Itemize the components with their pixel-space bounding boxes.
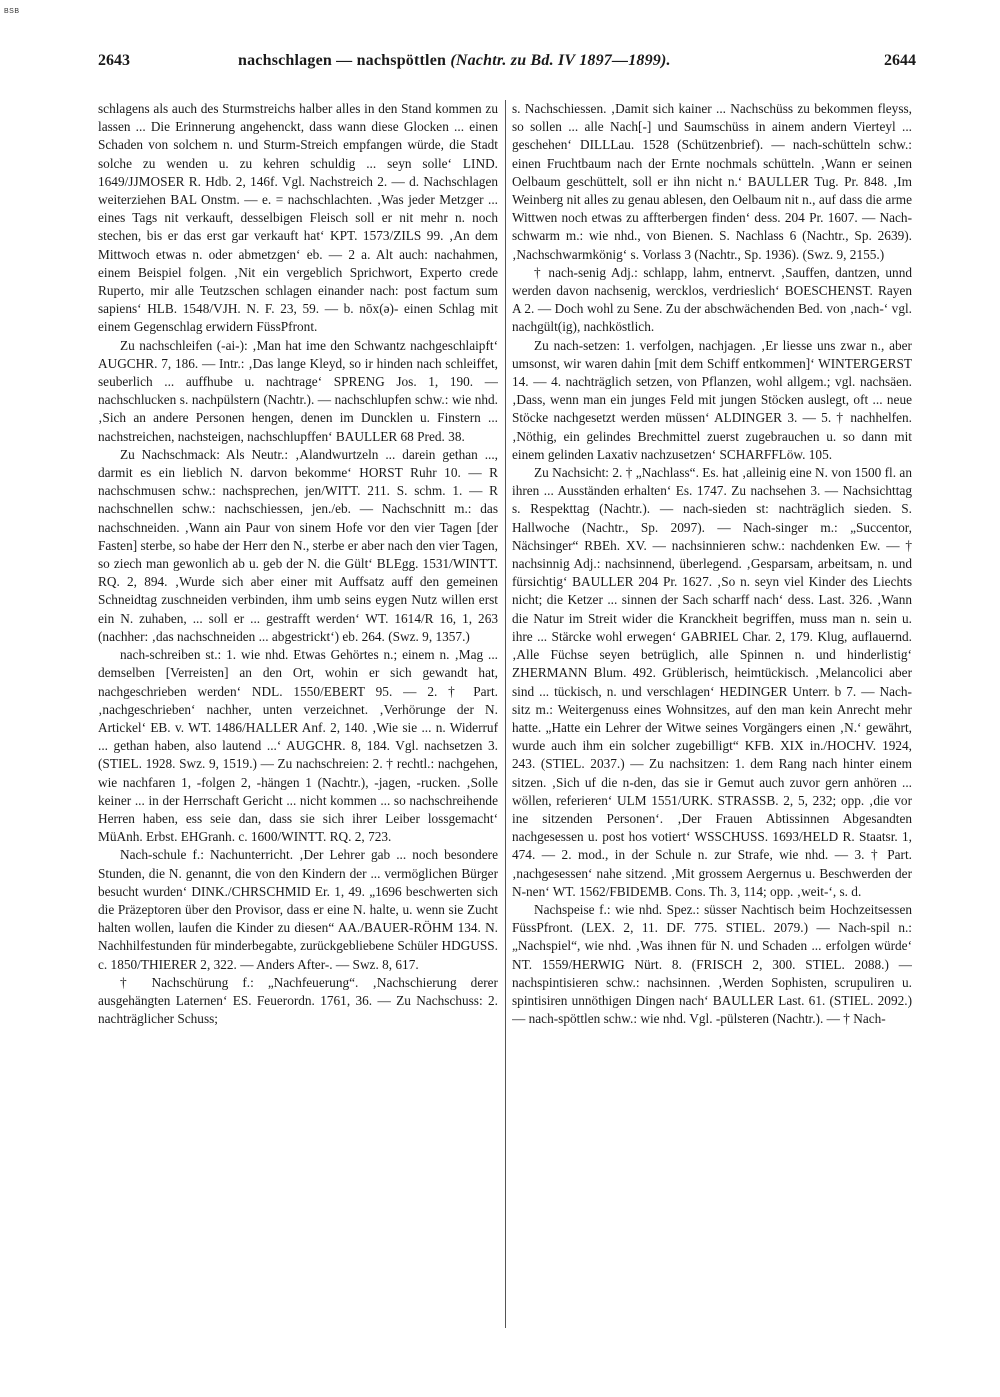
left-paragraph-6: † Nachschürung f.: „Nachfeuerung“. ‚Nachschierung derer ausgehängten Laternen‘ ES. Feuerordn. 1761, 36. — Zu Nachschuss: 2. nachträglicher Schuss; [98, 974, 498, 1027]
column-divider [505, 100, 506, 1328]
right-paragraph-5: Nachspeise f.: wie nhd. Spez.: süsser Nachtisch beim Hochzeitsessen FüssPfront. (LEX. 2, 11. DF. 775. STIEL. 2079.) — Nach-spil n.: „Nachspiel“, wie nhd. ‚Was ihnen für N. und Schaden ... erfolgen würde‘ NT. 1559/HERWIG Nürt. 8. (FRISCH 2, 300. STIEL. 2088.) — nachspintisieren schw.: nachsinnen. ‚Werden Sophisten, scrupuliren u. spintisiren unnöthigen Dingen nach‘ BAULLER Last. 61. (STIEL. 2092.) — nach-spöttlen schw.: wie nhd. Vgl. -pülsteren (Nachtr.). — † Nach- [512, 901, 912, 1027]
right-column [512, 100, 912, 1330]
page-header [98, 52, 916, 76]
right-paragraph-1: s. Nachschiessen. ‚Damit sich kainer ... Nachschüss zu bekommen fleyss, so sollen ... alle Nach[-] und Saumschüss in ainem andern Vierteyl ... geschehen‘ DILLLau. 1528 (Schützenbrief). — nach-schütteln schw.: einen Fruchtbaum nach der Ernte nochmals schütteln. ‚Wann er seinen Oelbaum geschüttelt, soll er ihn nicht n.‘ BAULLER Tug. Pr. 848. ‚Im Weinberg nit alles zu genau ablesen, den Oelbaum nit n., auf dass die arme Wittwen noch etwas zu affterbergen finden‘ dess. 204 Pr. 1607. — Nach-schwarm m.: wie nhd., von Bienen. S. Nachlass 6 (Nachtr., Sp. 2639). ‚Nachschwarmkönig‘ s. Vorlass 3 (Nachtr., Sp. 1936). (Swz. 9, 2155.) [512, 101, 912, 262]
library-stamp: BSB [4, 8, 20, 15]
left-paragraph-3: Zu Nachschmack: Als Neutr.: ‚Alandwurtzeln ... darein gethan ..., darmit es ein lieblich N. darvon bekomme‘ HORST Ruhr 10. — R nachschmusen schw.: nachsprechen, jen/WITT. 211. S. schm. 1. — R nachschnellen schw.: nachschiessen, jen./eb. — Nachschnitt m.: das nachschneiden. ‚Wann ain Paur von sinem Hofe vor den vier Tagen [der Fasten] sterbe, so habe der Herr den N., sterbe er aber nach den vier Tagen, so ziech man gewonlich ab u. geb der N. die Gült‘ BLEgg. 1531/WINTT. RQ. 2, 894. ‚Wurde sich aber einer mit Auffsatz auff den gemeinen Schneidtag zuschneiden verbinden, ihm umb seins eygen Nutz willen erst ein N. zuhaben, ... soll er ... gestrafft werden‘ WT. 1614/R 16, 1, 263 (nachher: ‚das nachschneiden ... abgestrickt‘) eb. 264. (Swz. 9, 1357.) [98, 446, 498, 644]
left-paragraph-1: schlagens als auch des Sturmstreichs halber alles in den Stand kommen zu lassen ... Die Erinnerung angehenckt, dass wann diese Glocken ... einen Schaden von solchem n. und Sturm-Streich empfangen würde, die Stadt solche zu wenden u. zu kehren schuldig ... seyn solle‘ LIND. 1649/JJMOSER R. Hdb. 2, 146f. Vgl. Nachstreich 2. — d. Nachschlagen weiterziehen BAL Onstm. — e. = nachschlachten. ‚Was jeder Metzger ... eines Tags nit verkauft, desselbigen Fleisch soll er nit mehr n. noch stechen, bis er das erst gar verkauft hat‘ KPT. 1573/ZILS 99. ‚An dem Mittwoch etwas n. oder abmetzgen‘ eb. — 2 a. Alt auch: nachahmen, einem Beispiel folgen. ‚Nit ein vergeblich Sprichwort, Experto crede Ruperto, mir alle Teutzschen schlagen einander nach: post factum sum sapiens‘ HLB. 1548/VJH. N. F. 23, 59. — b. nōx(ə)- einen Schlag mit einem Gegenschlag erwidern FüssPfront. [98, 101, 498, 335]
running-title [238, 52, 671, 70]
left-paragraph-4: nach-schreiben st.: 1. wie nhd. Etwas Gehörtes n.; einem n. ‚Mag ... demselben [Verreisten] an den Ort, wohin er sich gewandt hat, nachgeschrieben werden‘ NDL. 1550/EBERT 95. — 2. † Part. ‚nachgeschrieben‘ nachher, unten verzeichnet. ‚Verhörunge der N. Artickel‘ EB. v. WT. 1486/HALLER Anf. 2, 140. ‚Wie sie ... n. Widerruf ... gethan haben, also lautend ...‘ AUGCHR. 8, 184. Vgl. nachsetzen 3. (STIEL. 1928. Swz. 9, 1519.) — Zu nachschreien: 2. † rechtl.: nachgehen, wie nachfaren 1, -folgen 2, -hängen 1 (Nachtr.), -jagen, -rucken. ‚Solle keiner ... in der Herrschaft Gericht ... nicht kommen ... so nachschreihende Herren haben, ess seie dan, dass sie sich ihrer Leiber lossgemacht‘ MüAnh. Erbst. EHGranh. c. 1600/WINTT. RQ. 2, 723. [98, 647, 498, 845]
left-column [98, 100, 498, 1330]
right-paragraph-2: † nach-senig Adj.: schlapp, lahm, entnervt. ‚Sauffen, dantzen, unnd werden davon nachsenig, wercklos, verdrieslich‘ BOESCHENST. Rayen A 2. — Doch wohl zu Sene. Zu der abschwächenden Bed. von ‚nach-‘ vgl. nachgült(ig), nachköstlich. [512, 264, 912, 335]
running-title-sub: (Nachtr. zu Bd. IV 1897—1899). [450, 52, 671, 69]
left-paragraph-5: Nach-schule f.: Nachunterricht. ‚Der Lehrer gab ... noch besondere Stunden, die N. genannt, die von den Kindern der ... vermöglichen Bürger besucht wurden‘ DINK./CHRSCHMID Er. 1, 49. „1696 beschwerten sich die Präzeptoren über den Provisor, dass er eine N. halte, u. wenn sie Zucht halten wollen, laufen die Kinder zu diesen“ AA./BAUER-RÖHM 134. N. Nachhilfestunden für minderbegabte, zurückgebliebene Schüler HDGUSS. c. 1850/THIERER 2, 322. — Anders After-. — Swz. 8, 617. [98, 847, 498, 972]
running-title-main: nachschlagen — nachspöttlen [238, 52, 447, 69]
page-number-right: 2644 [884, 52, 916, 69]
right-paragraph-3: Zu nach-setzen: 1. verfolgen, nachjagen. ‚Er liesse uns zwar n., aber umsonst, wir waren dahin [mit dem Schiff entkommen]‘ WINTERGERST 14. — 4. nachträglich setzen, von Pflanzen, wohl allgem.; vgl. nachsäen. ‚Dass, wenn man ein junges Feld mit jungen Stöcken auslegt, oft ... neue Stöcke nachgesetzt werden müssen‘ ALDINGER 3. — 5. † nachhelfen. ‚Nöthig, ein gelindes Brechmittel zuerst zugebrauchen u. so dann mit einem gelinden Laxativ nachzusetzen‘ SCHARFFLöw. 105. [512, 337, 912, 462]
left-paragraph-2: Zu nachschleifen (-ai-): ‚Man hat ime den Schwantz nachgeschlaipft‘ AUGCHR. 7, 186. — Intr.: ‚Das lange Kleyd, so ir hinden nach schleiffet, seuberlich ... auffhube u. nachtrage‘ SPRENG Jos. 1, 190. — nachschlucken s. nachpülstern (Nachtr.). — nachschlupfen schw.: wie nhd. ‚Sich an andere Personen hengen, denen im Duncklen u. Finstern ... nachstreichen, nachsteigen, nachschlupffen‘ BAULLER 68 Pred. 38. [98, 337, 498, 444]
right-paragraph-4: Zu Nachsicht: 2. † „Nachlass“. Es. hat ‚alleinig eine N. von 1500 fl. an ihren ... Ausständen erhalten‘ Es. 1747. Zu nachsehen 3. — Nachsichttag s. Respekttag (Nachtr.). — nach-sieden st: nachträglich sieden. S. Hallwoche (Nachtr., Sp. 2097). — Nach-singer m.: „Succentor, Nächsinger“ RBEh. XV. — nachsinnieren schw.: nachdenken Ew. — † nachsinnig Adj.: nachsinnend, überlegend. ‚Gesparsam, arbeitsam, n. und fürsichtig‘ BAULLER 204 Pr. 1627. ‚So n. seyn viel Kinder des Liechts nicht; die Ketzer ... sinnen der Sach scharff nach‘ dess. Last. 326. ‚Wann die Natur im Streit wider die Kranckheit begriffen, muss man n. sein u. ihre ... Stärcke wohl erwegen‘ GABRIEL Char. 2, 179. Klug, auflauernd. ‚Alle Füchse seyen betrüglich, alle Spinnen n. und hinderlistig‘ ZHERMANN Blum. 492. Grüblerisch, heimtückisch. ‚Melancolici aber sind ... tückisch, n. und verschlagen‘ HEDINGER Unterr. b 7. — Nach-sitz m.: Weitergenuss eines Wohnsitzes, auf den man kein Anrecht mehr hatte. „Hatte ein Lehrer der Witwe seines Vorgängers einen ‚N.‘ gewährt, wurde auch ihm ein solcher zugebilligt“ KFB. XIX in./HOCHV. 1924, 243. (STIEL. 2037.) — Zu nachsitzen: 1. dem Rang nach hinter einem sitzen. ‚Sich uf die n-den, das sie ir Gemut auch zuvor gern anhören ... wöllen, referieren‘ ULM 1551/URK. STRASSB. 2, 5, 232; opp. ‚die vor ine sitzenden Personen‘. ‚Der Frauen Abtissinnen Abgesandten nachgesessen u. post hos votiert‘ WSSCHUSS. 1693/HELD R. Staatsr. 1, 474. — 2. mod., in der Schule n. zur Strafe, wie nhd. — 3. † Part. ‚nachgesessen‘ nahe sitzend. ‚Mit grossem Aergernus u. Beschwerden der N-nen‘ WT. 1562/FBIDEMB. Cons. Th. 3, 114; opp. ‚weit-‘, s. d. [512, 465, 912, 899]
page-number-left: 2643 [98, 52, 130, 69]
